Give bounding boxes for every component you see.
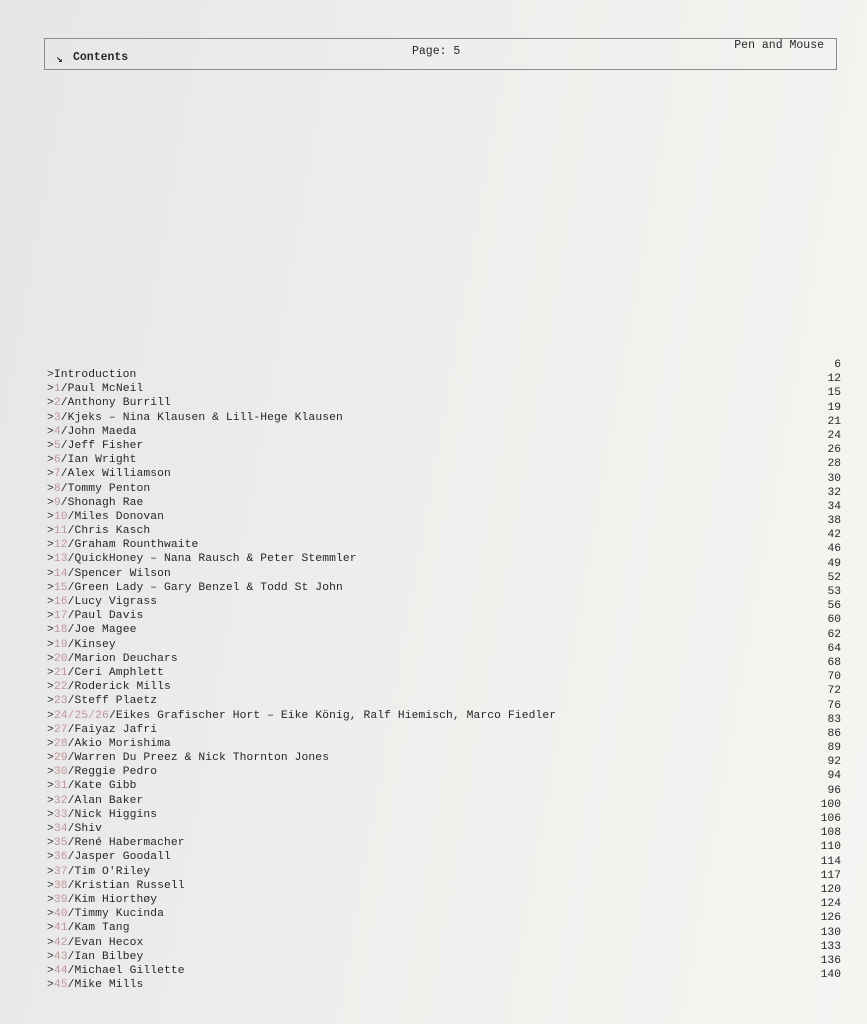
entry-number: 21 — [53, 666, 68, 679]
entry-title: /Tommy Penton — [60, 482, 151, 495]
toc-entry — [47, 822, 572, 836]
toc-entry — [47, 808, 572, 822]
toc-entry — [47, 368, 572, 382]
entry-number: 3 — [53, 411, 61, 424]
entry-page-number: 68 — [827, 656, 841, 669]
entry-title: /Kim Hiorthøy — [67, 893, 158, 906]
entry-title: /Kjeks – Nina Klausen & Lill-Hege Klausen — [60, 411, 343, 424]
entry-page-number: 49 — [827, 557, 841, 570]
entry-marker: > — [47, 794, 54, 807]
entry-marker: > — [47, 439, 54, 452]
entry-number: 19 — [53, 638, 68, 651]
entry-title: /Kristian Russell — [67, 879, 185, 892]
toc-entry — [47, 978, 572, 992]
entry-marker: > — [47, 510, 54, 523]
entry-number: 37 — [53, 865, 68, 878]
entry-marker: > — [47, 624, 54, 637]
entry-number: 43 — [53, 950, 68, 963]
entry-page-number: 42 — [827, 529, 841, 542]
entry-marker: > — [47, 766, 54, 779]
entry-marker: > — [47, 780, 54, 793]
entry-page-number: 60 — [827, 614, 841, 627]
entry-page-number: 19 — [827, 401, 841, 414]
entry-title: /Anthony Burrill — [60, 397, 171, 410]
entry-title: /René Habermacher — [67, 837, 185, 850]
entry-title: /Steff Plaetz — [67, 695, 158, 708]
entry-marker: > — [47, 893, 54, 906]
entry-page-number: 15 — [827, 387, 841, 400]
entry-marker: > — [47, 908, 54, 921]
toc-entry — [47, 737, 572, 751]
entry-title: /Alan Baker — [67, 794, 144, 807]
entry-page-number: 56 — [827, 600, 841, 613]
toc-entry — [47, 950, 572, 964]
toc-entry — [47, 921, 572, 935]
entry-title: Introduction — [53, 369, 137, 381]
entry-page-number: 126 — [820, 912, 841, 925]
entry-title: /Reggie Pedro — [67, 766, 158, 779]
toc-entry — [47, 836, 572, 850]
toc-entry — [47, 382, 572, 396]
entry-page-number: 70 — [827, 671, 841, 684]
entry-title: /Evan Hecox — [67, 936, 144, 949]
entry-title: /Mike Mills — [67, 979, 144, 992]
entry-number: 17 — [53, 610, 68, 623]
toc-entry — [47, 751, 572, 765]
entry-marker: > — [47, 610, 54, 623]
entry-title: /QuickHoney – Nana Rausch & Peter Stemmler — [67, 553, 357, 566]
entry-marker: > — [47, 879, 54, 892]
entry-number: 7 — [53, 468, 61, 481]
entry-page-number: 24 — [827, 429, 841, 442]
entry-page-number: 26 — [827, 444, 841, 457]
entry-marker: > — [47, 695, 54, 708]
toc-entry — [47, 567, 572, 581]
entry-title: /Timmy Kucinda — [67, 908, 164, 921]
toc-entry — [47, 609, 572, 623]
entry-marker: > — [47, 397, 54, 410]
toc-entry — [47, 936, 572, 950]
entry-marker: > — [47, 525, 54, 538]
entry-page-number: 110 — [820, 841, 841, 854]
toc-entry — [47, 879, 572, 893]
entry-page-number: 6 — [834, 359, 841, 371]
entry-title: /Kinsey — [67, 638, 116, 651]
entry-number: 33 — [53, 808, 68, 821]
entry-title: /Shonagh Rae — [60, 496, 144, 509]
toc-entry — [47, 652, 572, 666]
entry-number: 4 — [53, 425, 61, 438]
arrow-down-right-icon: ↘ — [56, 54, 63, 66]
toc-entry — [47, 524, 572, 538]
entry-title: /Chris Kasch — [67, 525, 151, 538]
toc-entry — [47, 850, 572, 864]
entry-page-number: 64 — [827, 642, 841, 655]
entry-title: /Paul McNeil — [60, 383, 144, 396]
toc-entry — [47, 765, 572, 779]
toc-entry — [47, 467, 572, 481]
entry-marker: > — [47, 567, 54, 580]
entry-marker: > — [47, 964, 54, 977]
running-header — [44, 38, 837, 70]
page-number-column — [781, 358, 841, 982]
entry-page-number: 114 — [820, 855, 841, 868]
entry-marker: > — [47, 709, 54, 722]
entry-page-number: 117 — [820, 869, 841, 882]
entry-marker: > — [47, 482, 54, 495]
entry-page-number: 30 — [827, 472, 841, 485]
entry-number: 2 — [53, 397, 61, 410]
entry-page-number: 46 — [827, 543, 841, 556]
entry-page-number: 83 — [827, 713, 841, 726]
entry-number: 13 — [53, 553, 68, 566]
entry-title: /Kate Gibb — [67, 780, 137, 793]
entry-number: 38 — [53, 879, 68, 892]
entry-title: /Ian Wright — [60, 454, 137, 467]
entry-marker: > — [47, 723, 54, 736]
toc-entry — [47, 581, 572, 595]
entry-marker: > — [47, 383, 54, 396]
entry-marker: > — [47, 638, 54, 651]
entry-page-number: 96 — [827, 784, 841, 797]
entry-page-number: 120 — [820, 883, 841, 896]
entry-title: /Joe Magee — [67, 624, 137, 637]
toc-entry — [47, 779, 572, 793]
entry-number: 39 — [53, 893, 68, 906]
toc-entry — [47, 396, 572, 410]
entry-title: /Ceri Amphlett — [67, 666, 164, 679]
entry-marker: > — [47, 681, 54, 694]
entry-marker: > — [47, 922, 54, 935]
toc-entry — [47, 453, 572, 467]
entry-page-number: 28 — [827, 458, 841, 471]
entry-title: /Green Lady – Gary Benzel & Todd St John — [67, 581, 343, 594]
entry-title: /Marion Deuchars — [67, 652, 178, 665]
entry-page-number: 100 — [820, 798, 841, 811]
entry-page-number: 21 — [827, 415, 841, 428]
toc-entry — [47, 496, 572, 510]
entry-number: 14 — [53, 567, 68, 580]
entry-marker: > — [47, 553, 54, 566]
entry-number: 30 — [53, 766, 68, 779]
toc-entry — [47, 439, 572, 453]
toc-entry — [47, 552, 572, 566]
entry-number: 32 — [53, 794, 68, 807]
entry-number: 34 — [53, 823, 68, 835]
entry-number: 24/25/26 — [53, 709, 109, 722]
entry-title: /Spencer Wilson — [67, 567, 171, 580]
toc-entry — [47, 964, 572, 978]
entry-title: /Michael Gillette — [67, 964, 185, 977]
entry-marker: > — [47, 411, 54, 424]
entry-number: 22 — [53, 681, 68, 694]
entry-page-number: 136 — [820, 954, 841, 967]
toc-entry — [47, 411, 572, 425]
entry-number: 15 — [53, 581, 68, 594]
entry-marker: > — [47, 454, 54, 467]
entry-marker: > — [47, 652, 54, 665]
entry-page-number: 32 — [827, 486, 841, 499]
entry-number: 45 — [53, 979, 68, 992]
entry-marker: > — [47, 468, 54, 481]
entry-page-number: 133 — [820, 940, 841, 953]
entry-title: /Kam Tang — [67, 922, 130, 935]
entry-title: /Jasper Goodall — [67, 851, 171, 864]
entry-page-number: 94 — [827, 770, 841, 783]
entry-title: /Nick Higgins — [67, 808, 158, 821]
entry-marker: > — [47, 425, 54, 438]
entry-title: /John Maeda — [60, 425, 137, 438]
entry-title: /Warren Du Preez & Nick Thornton Jones — [67, 752, 330, 765]
toc-entry — [47, 723, 572, 737]
page-number-label: Page: 5 — [412, 45, 461, 58]
entry-title: /Faiyaz Jafri — [67, 723, 158, 736]
entry-marker: > — [47, 752, 54, 765]
entry-marker: > — [47, 865, 54, 878]
entry-number: 1 — [53, 383, 61, 396]
toc-entry — [47, 694, 572, 708]
entry-marker: > — [47, 496, 54, 509]
entry-title: /Tim O'Riley — [67, 865, 151, 878]
toc-entry — [47, 893, 572, 907]
entry-marker: > — [47, 823, 54, 835]
entry-marker: > — [47, 581, 54, 594]
entry-marker: > — [47, 369, 54, 381]
toc-entry — [47, 709, 572, 723]
publisher-name: Pen and Mouse — [734, 39, 824, 52]
entry-page-number: 53 — [827, 586, 841, 598]
entry-marker: > — [47, 979, 54, 992]
toc-entry — [47, 595, 572, 609]
entry-number: 36 — [53, 851, 68, 864]
toc-entry — [47, 907, 572, 921]
entry-title: /Paul Davis — [67, 610, 144, 623]
entry-page-number: 89 — [827, 742, 841, 755]
entry-number: 10 — [53, 510, 68, 523]
entry-marker: > — [47, 837, 54, 850]
entry-page-number: 108 — [820, 827, 841, 840]
entry-page-number: 52 — [827, 571, 841, 584]
entry-page-number: 124 — [820, 898, 841, 911]
entry-title: /Jeff Fisher — [60, 439, 144, 452]
toc-entry — [47, 623, 572, 637]
entry-number: 44 — [53, 964, 68, 977]
entry-number: 9 — [53, 496, 61, 509]
entry-page-number: 92 — [827, 756, 841, 769]
toc-entry — [47, 865, 572, 879]
entry-marker: > — [47, 539, 54, 552]
entry-title: /Lucy Vigrass — [67, 596, 158, 608]
entry-title: /Shiv — [67, 823, 103, 835]
entry-marker: > — [47, 596, 54, 608]
toc-entry — [47, 666, 572, 680]
entry-number: 40 — [53, 908, 68, 921]
section-title: Contents — [73, 51, 129, 64]
entry-number: 42 — [53, 936, 68, 949]
table-of-contents — [47, 368, 572, 992]
entry-marker: > — [47, 851, 54, 864]
entry-number: 6 — [53, 454, 61, 467]
entry-number: 5 — [53, 439, 61, 452]
entry-title: /Graham Rounthwaite — [67, 539, 199, 552]
entry-number: 11 — [53, 525, 68, 538]
entry-title: /Miles Donovan — [67, 510, 164, 523]
entry-number: 29 — [53, 752, 68, 765]
entry-title: /Eikes Grafischer Hort – Eike König, Ralf Hiemisch, Marco Fiedler — [108, 709, 557, 722]
entry-page-number: 38 — [827, 515, 841, 528]
entry-page-number: 72 — [827, 685, 841, 698]
toc-entry — [47, 680, 572, 694]
entry-marker: > — [47, 666, 54, 679]
toc-entry — [47, 794, 572, 808]
toc-entry — [47, 538, 572, 552]
entry-page-number: 34 — [827, 500, 841, 513]
entry-number: 8 — [53, 482, 61, 495]
toc-entry — [47, 510, 572, 524]
entry-marker: > — [47, 737, 54, 750]
entry-page-number: 106 — [820, 813, 841, 825]
toc-entry — [47, 482, 572, 496]
entry-page-number: 76 — [827, 699, 841, 712]
entry-number: 28 — [53, 737, 68, 750]
entry-number: 20 — [53, 652, 68, 665]
entry-page-number: 140 — [820, 969, 841, 982]
entry-number: 12 — [53, 539, 68, 552]
entry-number: 35 — [53, 837, 68, 850]
entry-title: /Alex Williamson — [60, 468, 171, 481]
entry-marker: > — [47, 808, 54, 821]
entry-page-number: 86 — [827, 727, 841, 740]
entry-page-number: 12 — [827, 373, 841, 386]
entry-number: 23 — [53, 695, 68, 708]
entry-title: /Akio Morishima — [67, 737, 171, 750]
entry-number: 41 — [53, 922, 68, 935]
toc-entry — [47, 638, 572, 652]
entry-title: /Ian Bilbey — [67, 950, 144, 963]
entry-number: 18 — [53, 624, 68, 637]
entry-number: 27 — [53, 723, 68, 736]
entry-page-number: 130 — [820, 926, 841, 939]
entry-number: 31 — [53, 780, 68, 793]
entry-marker: > — [47, 950, 54, 963]
entry-marker: > — [47, 936, 54, 949]
entry-title: /Roderick Mills — [67, 681, 171, 694]
entry-page-number: 62 — [827, 628, 841, 641]
toc-entry — [47, 425, 572, 439]
entry-number: 16 — [53, 596, 68, 608]
